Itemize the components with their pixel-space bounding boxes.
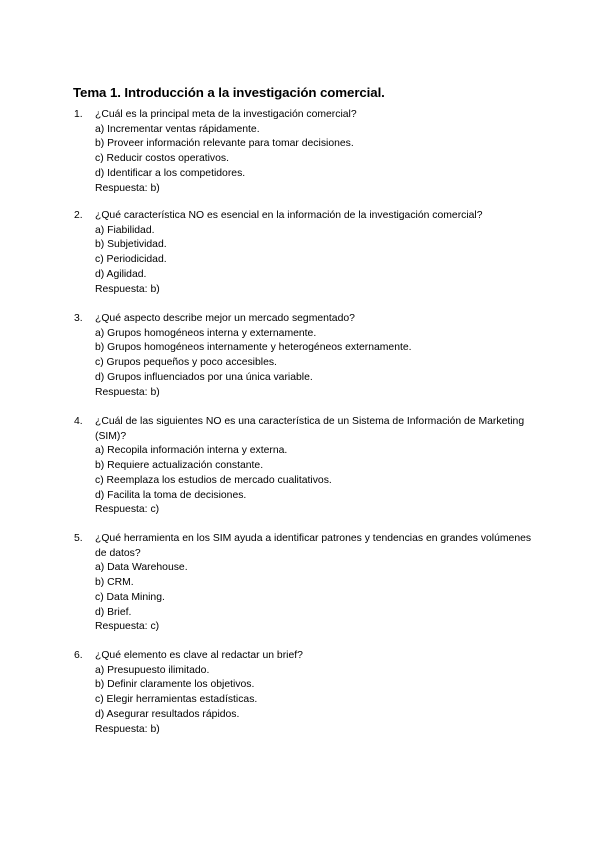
option-c: c) Elegir herramientas estadísticas. (95, 694, 258, 706)
option-a: a) Incrementar ventas rápidamente. (95, 123, 260, 135)
option-c: c) Periodicidad. (95, 254, 167, 266)
option-d: d) Identificar a los competidores. (95, 167, 246, 179)
option-b: b) Proveer información relevante para tomar decisiones. (95, 138, 354, 150)
question-text: ¿Cuál de las siguientes NO es una característica de un Sistema de Información de Marketing (SIM)? (95, 416, 525, 442)
option-d: d) Agilidad. (95, 268, 147, 280)
answer: Respuesta: b) (95, 723, 160, 735)
option-d: d) Facilita la toma de decisiones. (95, 489, 247, 501)
option-c: c) Grupos pequeños y poco accesibles. (95, 357, 277, 369)
question-text: ¿Qué aspecto describe mejor un mercado segmentado? (95, 313, 355, 324)
option-d: d) Grupos influenciados por una única variable. (95, 371, 313, 383)
question-stem (74, 312, 534, 327)
answer: Respuesta: b) (95, 182, 160, 194)
question-2 (74, 209, 534, 297)
question-stem (74, 415, 534, 444)
question-text: ¿Qué herramienta en los SIM ayuda a identificar patrones y tendencias en grandes volúmenes de datos? (95, 533, 532, 559)
question-stem (74, 649, 534, 664)
question-3 (74, 312, 534, 400)
question-6 (74, 649, 534, 737)
answer: Respuesta: c) (95, 621, 160, 633)
question-stem (74, 209, 534, 224)
answer: Respuesta: b) (95, 283, 160, 295)
option-c: c) Reducir costos operativos. (95, 153, 229, 165)
question-number: 5. (74, 533, 83, 544)
option-b: b) CRM. (95, 577, 134, 589)
question-stem (74, 108, 534, 123)
option-a: a) Data Warehouse. (95, 562, 188, 574)
option-b: b) Grupos homogéneos internamente y heterogéneos externamente. (95, 342, 412, 354)
question-number: 6. (74, 650, 83, 661)
question-number: 1. (74, 109, 83, 120)
question-number: 2. (74, 210, 83, 221)
question-number: 3. (74, 313, 83, 324)
option-d: d) Brief. (95, 606, 132, 618)
option-c: c) Reemplaza los estudios de mercado cualitativos. (95, 474, 332, 486)
question-stem (74, 532, 534, 561)
option-b: b) Requiere actualización constante. (95, 460, 264, 472)
option-a: a) Grupos homogéneos interna y externamente. (95, 327, 317, 339)
option-b: b) Subjetividad. (95, 239, 167, 251)
answer: Respuesta: c) (95, 504, 160, 516)
question-text: ¿Qué característica NO es esencial en la información de la investigación comercial? (95, 210, 483, 221)
option-c: c) Data Mining. (95, 591, 165, 603)
option-b: b) Definir claramente los objetivos. (95, 679, 255, 691)
question-5 (74, 532, 534, 635)
document-title: Tema 1. Introducción a la investigación comercial. (73, 85, 385, 100)
question-1 (74, 108, 534, 196)
question-number: 4. (74, 416, 83, 427)
question-text: ¿Cuál es la principal meta de la investigación comercial? (95, 109, 357, 120)
option-a: a) Recopila información interna y externa. (95, 445, 288, 457)
question-4 (74, 415, 534, 518)
answer: Respuesta: b) (95, 386, 160, 398)
option-a: a) Fiabilidad. (95, 224, 155, 236)
question-text: ¿Qué elemento es clave al redactar un brief? (95, 650, 303, 661)
option-d: d) Asegurar resultados rápidos. (95, 708, 240, 720)
option-a: a) Presupuesto ilimitado. (95, 664, 210, 676)
